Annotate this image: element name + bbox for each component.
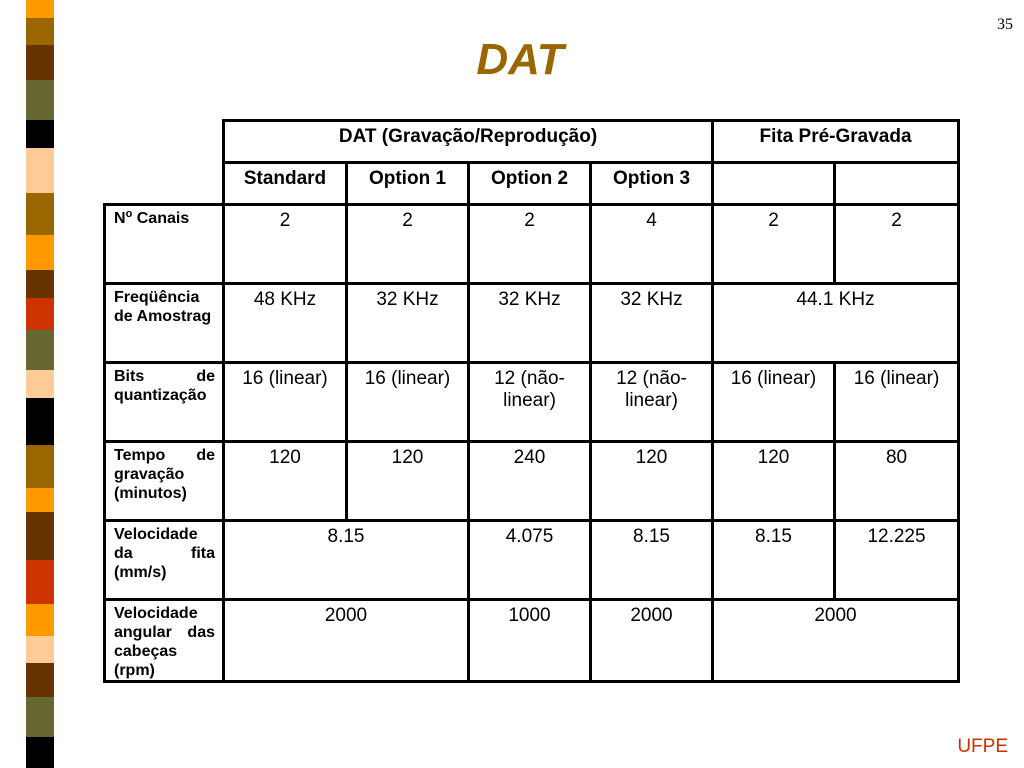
row-label-line: da fita xyxy=(114,545,215,562)
table-cell: 2000 xyxy=(713,600,959,682)
table-cell: 44.1 KHz xyxy=(713,284,959,363)
table-cell: 120 xyxy=(713,442,835,521)
table-cell: 32 KHz xyxy=(469,284,591,363)
table-cell: 12 (não-linear) xyxy=(591,363,713,442)
row-label-line: gravação xyxy=(114,466,185,483)
dat-specs-table xyxy=(103,119,960,683)
table-cell: 8.15 xyxy=(224,521,469,600)
table-row-bits xyxy=(105,363,959,442)
subheader-option-3: Option 3 xyxy=(591,163,713,205)
table-cell: 8.15 xyxy=(713,521,835,600)
table-cell: 4 xyxy=(591,205,713,284)
table-cell: 32 KHz xyxy=(591,284,713,363)
table-cell: 16 (linear) xyxy=(224,363,347,442)
row-label xyxy=(105,284,224,363)
row-label-line: Velocidade xyxy=(114,526,198,543)
table-cell: 120 xyxy=(591,442,713,521)
row-label-line: (rpm) xyxy=(114,662,155,679)
row-label-line: Bits de xyxy=(114,368,215,385)
table-cell: 2000 xyxy=(224,600,469,682)
table-cell: 2 xyxy=(469,205,591,284)
empty-corner-cell xyxy=(105,121,224,205)
table-cell: 12 (não-linear) xyxy=(469,363,591,442)
table-cell: 2 xyxy=(835,205,959,284)
decor-block xyxy=(26,604,54,636)
slide-title: DAT xyxy=(476,35,564,84)
row-label-line: Velocidade xyxy=(114,605,198,622)
table-cell: 120 xyxy=(224,442,347,521)
table-cell: 48 KHz xyxy=(224,284,347,363)
row-label-line: (mm/s) xyxy=(114,564,167,581)
subheader-empty-cell xyxy=(713,163,835,205)
table-cell: 80 xyxy=(835,442,959,521)
row-label-text: Canais xyxy=(136,210,190,227)
table-row-canais xyxy=(105,205,959,284)
page-number: 35 xyxy=(997,16,1013,33)
row-label xyxy=(105,521,224,600)
table-row-velocidade-angular xyxy=(105,600,959,682)
decor-block xyxy=(26,330,54,370)
row-label-line: Freqüência xyxy=(114,289,200,306)
decorative-color-strip xyxy=(26,0,54,768)
decor-block xyxy=(26,18,54,45)
decor-block xyxy=(26,148,54,193)
footer-label: UFPE xyxy=(957,736,1008,757)
decor-block xyxy=(26,235,54,270)
decor-block xyxy=(26,663,54,697)
decor-block xyxy=(26,80,54,120)
decor-block xyxy=(26,737,54,768)
table-cell: 240 xyxy=(469,442,591,521)
decor-block xyxy=(26,697,54,737)
decor-block xyxy=(26,636,54,663)
row-label-superscript: o xyxy=(125,208,133,220)
table-subheader-row xyxy=(105,163,959,205)
decor-block xyxy=(26,120,54,148)
table-cell: 8.15 xyxy=(591,521,713,600)
table-row-tempo xyxy=(105,442,959,521)
table-cell: 32 KHz xyxy=(347,284,469,363)
header-group-prerecorded: Fita Pré-Gravada xyxy=(713,121,959,163)
table-row-frequencia xyxy=(105,284,959,363)
table-cell: 16 (linear) xyxy=(835,363,959,442)
table-cell: 16 (linear) xyxy=(713,363,835,442)
decor-block xyxy=(26,298,54,330)
decor-block xyxy=(26,445,54,488)
subheader-standard: Standard xyxy=(224,163,347,205)
decor-block xyxy=(26,0,54,18)
decor-block xyxy=(26,370,54,398)
table-row-velocidade-fita xyxy=(105,521,959,600)
decor-block xyxy=(26,488,54,512)
table-cell: 4.075 xyxy=(469,521,591,600)
decor-block xyxy=(26,193,54,235)
row-label xyxy=(105,363,224,442)
table-cell: 1000 xyxy=(469,600,591,682)
table-cell: 16 (linear) xyxy=(347,363,469,442)
table-cell: 120 xyxy=(347,442,469,521)
decor-block xyxy=(26,560,54,604)
table-cell: 2 xyxy=(347,205,469,284)
table-cell: 2000 xyxy=(591,600,713,682)
row-label-line: Tempo de xyxy=(114,447,215,464)
table-cell: 12.225 xyxy=(835,521,959,600)
subheader-option-2: Option 2 xyxy=(469,163,591,205)
decor-block xyxy=(26,398,54,445)
decor-block xyxy=(26,45,54,80)
row-label xyxy=(105,600,224,682)
row-label-prefix: N xyxy=(114,210,126,227)
table-header-row xyxy=(105,121,959,163)
row-label-line: de Amostrag xyxy=(114,308,212,325)
row-label-line: angular das xyxy=(114,624,215,641)
row-label-line: quantização xyxy=(114,387,207,404)
row-label xyxy=(105,205,224,284)
subheader-empty-cell xyxy=(835,163,959,205)
decor-block xyxy=(26,270,54,298)
table-cell: 2 xyxy=(713,205,835,284)
subheader-option-1: Option 1 xyxy=(347,163,469,205)
row-label xyxy=(105,442,224,521)
row-label-line: cabeças xyxy=(114,643,178,660)
table-cell: 2 xyxy=(224,205,347,284)
decor-block xyxy=(26,512,54,560)
header-group-dat: DAT (Gravação/Reprodução) xyxy=(224,121,713,163)
row-label-line: (minutos) xyxy=(114,485,187,502)
